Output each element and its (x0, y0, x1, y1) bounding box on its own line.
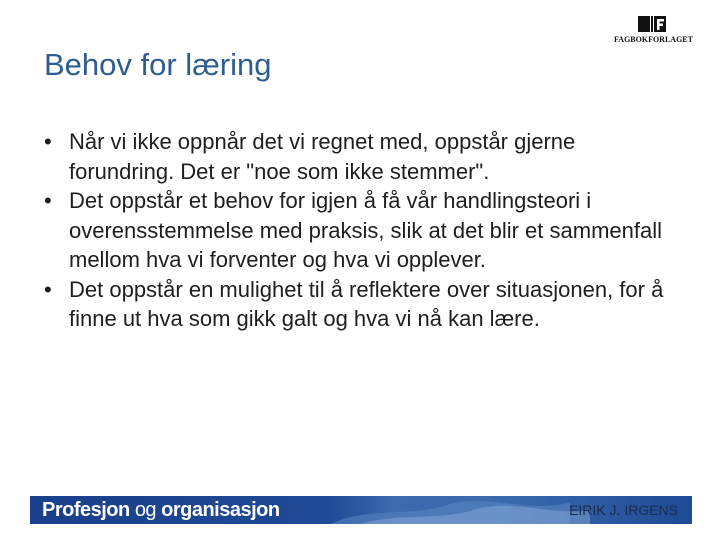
bullet-list (44, 127, 684, 334)
bullet-glyph: • (44, 276, 52, 302)
publisher-logo (614, 14, 693, 48)
footer-course-word-2: og (134, 499, 157, 521)
bullet-text: Det oppstår en mulighet til å reflektere over situasjonen, for å finne ut hva som gikk galt og hva vi nå kan lære. (69, 276, 664, 331)
footer-band (30, 496, 692, 524)
footer-course-title (42, 499, 280, 522)
bullet-glyph: • (44, 188, 52, 213)
bullet-item (44, 127, 684, 186)
slide-title: Behov for læring (44, 47, 272, 82)
publisher-logo-text: FAGBOKFORLAGET (614, 35, 693, 44)
book-f-icon (638, 14, 666, 34)
footer-author: EIRIK J. IRGENS (569, 502, 678, 518)
bullet-item (44, 275, 684, 334)
bullet-text: Det oppstår et behov for igjen å få vår handlingsteori i overensstemmelse med praksis, slik at det blir et sammenfall mellom hva vi forventer og hva vi opplever. (69, 188, 662, 272)
footer-course-word-3: organisasjon (161, 499, 280, 521)
bullet-text: Når vi ikke oppnår det vi regnet med, oppstår gjerne forundring. Det er "noe som ikke stemmer". (69, 129, 576, 184)
bullet-glyph: • (44, 129, 52, 154)
bullet-item (44, 186, 684, 275)
footer-course-word-1: Profesjon (42, 499, 130, 521)
